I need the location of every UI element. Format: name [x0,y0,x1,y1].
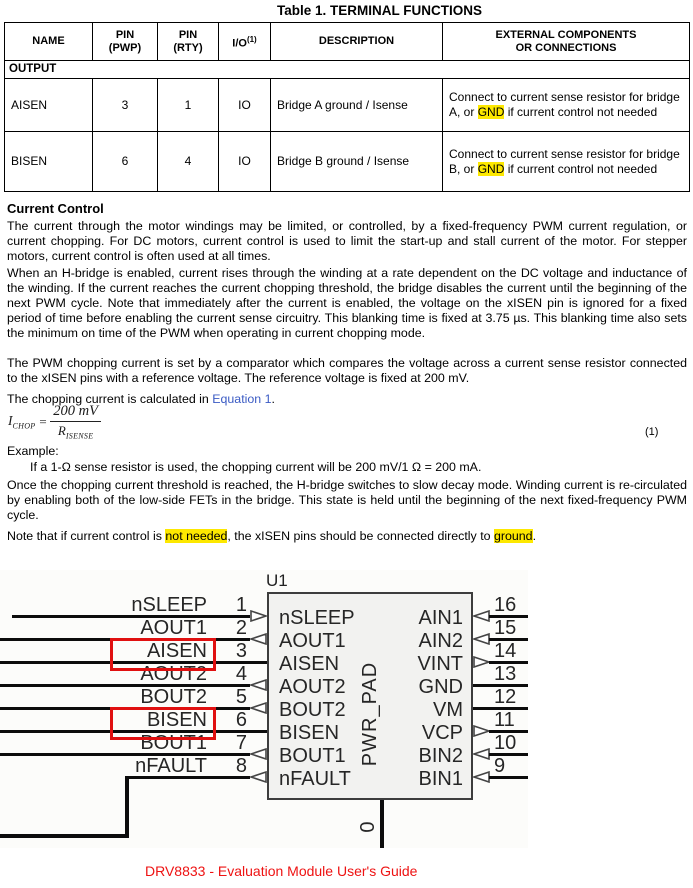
net-label-nfault: nFAULT [135,755,207,777]
example-text: If a 1-Ω sense resistor is used, the chopping current will be 200 mV/1 Ω = 200 mA. [30,460,482,474]
pin-number: 14 [494,640,517,662]
net-label-bisen: BISEN [146,709,207,731]
pin-arrow-out-icon [250,633,267,645]
cell-description: Bridge B ground / Isense [271,132,443,192]
chip-pin-label: BIN2 [418,745,463,767]
table-row [5,132,690,192]
cell-name: AISEN [5,79,93,132]
table-section-row [5,61,690,79]
ic-body-u1 [267,592,473,800]
chip-pin-label: nSLEEP [279,607,355,629]
wire-nfault-bottom [0,834,129,838]
highlighted-ground: ground [493,529,533,543]
terminal-functions-table [4,22,690,192]
col-header-external-line1: EXTERNAL COMPONENTS [495,28,637,41]
pin-arrow-in-icon [473,610,490,622]
equation-intro-period: . [271,392,275,406]
fraction-denominator [50,422,101,441]
cell-io: IO [219,132,271,192]
equation-symbol-r: R [57,423,66,438]
paragraph-2: When an H-bridge is enabled, current rises through the winding at a rate dependent on the DC voltage and inductance of the winding. If the current reaches the current chopping threshold, the bridge disables the current until the beginning of the next PWM cycle. Note that immediately after the current is enabled, the voltage on the xISEN pin is ignored for a fixed period of time before enabling the current sense circuitry. This blanking time is fixed at 3.75 µs. This blanking time also sets the minimum on time of the PWM when operating in current chopping mode. [7,266,687,340]
chip-pin-label: BISEN [279,722,340,744]
chopping-current-equation [8,403,101,441]
net-label-aout1: AOUT1 [140,617,207,639]
cell-name: BISEN [5,132,93,192]
external-text: if current control not needed [504,105,658,119]
equation-1-link[interactable]: Equation 1 [212,392,272,406]
external-text: Connect to current sense resistor for bridge B, or [449,146,680,176]
col-header-pin-pwp-line2: (PWP) [108,41,142,54]
note-text: Note that if current control is [7,529,166,543]
col-header-pin-pwp [93,23,158,61]
cell-pin-rty: 1 [158,79,219,132]
chip-pin-label: AOUT1 [279,630,346,652]
chip-pin-label: VCP [421,722,463,744]
chip-pin-label: AIN1 [418,607,463,629]
fraction-numerator: 200 mV [50,403,101,422]
pin-number: 10 [494,732,517,754]
pin-arrow-in-icon [473,771,490,783]
col-header-io [219,23,271,61]
pin-number: 7 [235,732,247,754]
pin-number: 8 [235,755,247,777]
chip-pin-label: AISEN [279,653,340,675]
pin-arrow-in-icon [473,633,490,645]
pin-arrow-out-icon [250,771,267,783]
section-heading: Current Control [7,201,104,216]
cell-external [443,79,690,132]
section-label-output: OUTPUT [5,61,690,79]
pin-number: 13 [494,663,517,685]
schematic-figure [0,570,528,848]
net-label-nsleep: nSLEEP [131,594,207,616]
net-label-bout1: BOUT1 [140,732,207,754]
col-header-pin-rty-line1: PIN [178,28,198,41]
pin-number: 1 [235,594,247,616]
chip-pin-label: GND [418,676,463,698]
wire-powerpad-stub [380,800,384,848]
pin-arrow-in-icon [250,610,267,622]
note-line [7,529,536,543]
chip-pin-label: VM [433,699,463,721]
cell-pin-pwp: 6 [93,132,158,192]
example-label: Example: [7,444,59,458]
net-label-zero: 0 [357,821,379,833]
col-header-external [443,23,690,61]
power-pad-label: PWR_PAD [359,661,381,767]
col-header-pin-pwp-line1: PIN [115,28,135,41]
cell-external [443,132,690,192]
note-text: . [532,529,537,543]
table-header-row [5,23,690,61]
highlight-box-bisen [110,707,216,740]
document-footer-title: DRV8833 - Evaluation Module User's Guide [145,863,418,879]
pin-arrow-out-icon [473,725,490,737]
pin-arrow-in-icon [473,748,490,760]
chip-pin-label: BIN1 [418,768,463,790]
pin-number: 5 [235,686,247,708]
equation-subscript-chop: CHOP [12,421,36,431]
highlighted-not-needed: not needed [165,529,228,543]
highlight-box-aisen [110,638,216,671]
equation-subscript-isense: ISENSE [65,431,94,441]
component-refdes: U1 [266,571,288,590]
chip-pin-label: VINT [417,653,463,675]
pin-number: 4 [235,663,247,685]
equation-number: (1) [645,426,659,438]
paragraph-3: The PWM chopping current is set by a comparator which compares the voltage across a current sense resistor connected to the xISEN pins with a reference voltage. The reference voltage is fixed at 200 mV. [7,356,687,385]
external-text: Connect to current sense resistor for bridge A, or [449,90,680,119]
paragraph-4: Once the chopping current threshold is reached, the H-bridge switches to slow decay mode. Winding current is re-circulated by enabling both of the low-side FETs in the bridge. This state is held until the beginning of the next fixed-frequency PWM cycle. [7,478,687,522]
pin-number: 6 [235,709,247,731]
pin-number: 16 [494,594,517,616]
equation-symbol-i: I [8,412,13,428]
chip-pin-label: BOUT2 [279,699,346,721]
net-label-bout2: BOUT2 [140,686,207,708]
pin-arrow-out-icon [250,702,267,714]
chip-pin-label: AOUT2 [279,676,346,698]
wire-nfault-vertical [125,776,129,838]
io-footnote-superscript: (1) [246,34,257,44]
net-label-aout2: AOUT2 [140,663,207,685]
pin-arrow-out-icon [473,656,490,668]
equation-lhs [8,412,36,431]
external-text: if current control not needed [504,161,658,176]
equation-fraction [50,403,101,441]
col-header-pin-rty-line2: (RTY) [173,41,203,54]
note-text: , the xISEN pins should be connected directly to [227,529,494,543]
col-header-pin-rty [158,23,219,61]
cell-pin-pwp: 3 [93,79,158,132]
pin-number: 3 [235,640,247,662]
net-label-aisen: AISEN [146,640,207,662]
pin-number: 15 [494,617,517,639]
cell-description: Bridge A ground / Isense [271,79,443,132]
cell-pin-rty: 4 [158,132,219,192]
highlighted-gnd: GND [477,105,505,119]
equation-intro-text: The chopping current is calculated in [7,392,213,406]
pin-number: 9 [494,755,506,777]
chip-pin-label: AIN2 [418,630,463,652]
pin-arrow-out-icon [250,748,267,760]
col-header-external-line2: OR CONNECTIONS [515,41,617,54]
pin-number: 12 [494,686,517,708]
pin-number: 2 [235,617,247,639]
col-header-description: DESCRIPTION [271,23,443,61]
highlighted-gnd: GND [477,161,505,176]
pin-arrow-out-icon [250,679,267,691]
equals-sign: = [38,413,48,429]
cell-io: IO [219,79,271,132]
pin-number: 11 [494,709,515,731]
table-row [5,79,690,132]
col-header-name: NAME [5,23,93,61]
chip-pin-label: nFAULT [279,768,351,790]
table-title: Table 1. TERMINAL FUNCTIONS [277,3,483,18]
col-header-io-text: I/O [232,37,247,50]
chip-pin-label: BOUT1 [279,745,346,767]
paragraph-1: The current through the motor windings may be limited, or controlled, by a fixed-frequency PWM current regulation, or current chopping. For DC motors, current control is used to limit the start-up and stall current of the motor. For stepper motors, current control is often used at all times. [7,219,687,263]
